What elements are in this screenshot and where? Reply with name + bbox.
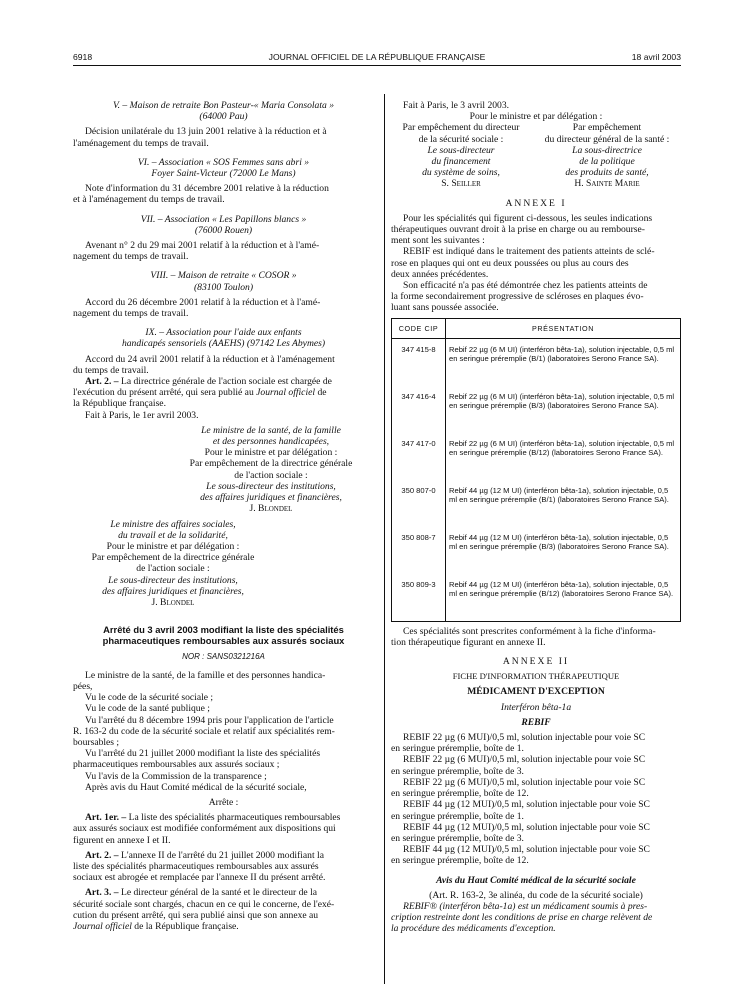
avis-title: Avis du Haut Comité médical de la sécurité sociale [436, 874, 636, 886]
presentation-cell: Rebif 22 µg (6 M UI) (interféron bêta-1a), solution injectable, 0,5 ml en seringue préremplie (B/3) (laboratoires Serono France SA). [446, 386, 681, 433]
cip-code: 350 807-0 [392, 480, 446, 527]
visa: Le ministre de la santé, de la famille et des personnes handica- [85, 669, 326, 681]
list-item: REBIF 22 µg (6 MUI)/0,5 ml, solution injectable pour voie SC [403, 732, 646, 744]
cip-code: 350 808-7 [392, 527, 446, 574]
product-name: REBIF [521, 716, 551, 728]
avis-text: la procédure des médicaments d'exception. [391, 923, 556, 935]
paragraph: rose en plaques qui ont eu deux poussées ou plus au cours des [391, 257, 629, 269]
paragraph: la forme secondairement progressive de scléroses en plaques évo- [391, 291, 644, 303]
paragraph: Accord du 24 avril 2001 relatif à la réduction et à l'aménagement [85, 353, 335, 365]
visa: Vu l'avis de la Commission de la transparence ; [85, 770, 267, 782]
signature-line: Par empêchement de la directrice générale [91, 552, 255, 564]
article-1: Art. 1er. – La liste des spécialités pharmaceutiques remboursables [85, 812, 341, 824]
section-place: (64000 Pau) [199, 111, 248, 123]
cip-code: 350 809-3 [392, 574, 446, 622]
signature-line: Par empêchement du directeur [402, 122, 520, 134]
article-3: Art. 3. – Le directeur général de la santé et le directeur de la [85, 887, 318, 899]
arrete-title: Arrêté du 3 avril 2003 modifiant la liste des spécialités [103, 624, 344, 636]
header-rule [73, 65, 681, 66]
signature-line: Par empêchement [572, 122, 642, 134]
signature-line: Par empêchement de la directrice générale [189, 458, 353, 470]
column-divider [384, 94, 385, 984]
visa: boursables ; [73, 736, 120, 748]
section-place: (76000 Rouen) [194, 224, 253, 236]
article-2: Art. 2. – L'annexe II de l'arrêté du 21 juillet 2000 modifiant la [85, 849, 324, 861]
signatory-name: J. Blondel [151, 596, 195, 608]
section-title: VIII. – Maison de retraite « COSOR » [150, 270, 297, 282]
signature-line: Le ministre de la santé, de la famille [201, 424, 341, 436]
signature-line: du financement [431, 156, 491, 168]
paragraph: Son efficacité n'a pas été démontrée chez les patients atteints de [403, 280, 648, 292]
paragraph: et à l'aménagement du temps de travail. [73, 194, 225, 206]
paragraph: sécurité sociale sont chargés, chacun en ce qui le concerne, de l'exé- [73, 898, 335, 910]
section-place: Foyer Saint-Victeur (72000 Le Mans) [151, 168, 296, 180]
section-place: (83100 Toulon) [193, 281, 254, 293]
table-row [392, 480, 681, 527]
table-row [392, 338, 681, 386]
presentation-table [391, 318, 681, 622]
fait-a-paris: Fait à Paris, le 1er avril 2003. [85, 409, 199, 421]
avis-text: REBIF® (interféron bêta-1a) est un médicament soumis à pres- [403, 900, 648, 912]
visa: pharmaceutiques remboursables aux assurés sociaux ; [73, 759, 280, 771]
paragraph: nagement du temps de travail. [73, 308, 189, 320]
medicament-exception-title: MÉDICAMENT D'EXCEPTION [467, 686, 605, 698]
paragraph: la République française. [73, 398, 166, 410]
paragraph: REBIF est indiqué dans le traitement des patients atteints de sclé- [403, 246, 655, 258]
paragraph: l'aménagement du temps de travail. [73, 137, 209, 149]
signature-block-left [391, 122, 531, 189]
signature-line: de la politique [579, 156, 635, 168]
signature-block-right [533, 122, 681, 189]
list-item: REBIF 22 µg (6 MUI)/0,5 ml, solution injectable pour voie SC [403, 754, 646, 766]
list-item: en seringue préremplie, boîte de 1. [391, 810, 524, 822]
cip-code: 347 417-0 [392, 433, 446, 480]
left-column [73, 100, 374, 932]
paragraph: luant sans poussée associée. [391, 302, 499, 314]
annexe-1-title: ANNEXE I [505, 197, 567, 209]
signature-block [73, 519, 273, 609]
signature-line: du directeur général de la santé : [544, 133, 670, 145]
signature-line: de l'action sociale : [136, 563, 210, 575]
page-number: 6918 [73, 52, 93, 62]
list-item: en seringue préremplie, boîte de 12. [391, 788, 529, 800]
signature-line: du système de soins, [422, 167, 500, 179]
paragraph: ment sont les suivantes : [391, 235, 485, 247]
paragraph: Pour les spécialités qui figurent ci-dessous, les seules indications [403, 212, 653, 224]
list-item: REBIF 22 µg (6 MUI)/0,5 ml, solution injectable pour voie SC [403, 776, 646, 788]
signature-line: Le ministre des affaires sociales, [110, 518, 236, 530]
signature-line: de la sécurité sociale : [418, 133, 504, 145]
list-item: REBIF 44 µg (12 MUI)/0,5 ml, solution injectable pour voie SC [403, 799, 650, 811]
list-item: REBIF 44 µg (12 MUI)/0,5 ml, solution injectable pour voie SC [403, 821, 650, 833]
signature-line: Le sous-directeur des institutions, [206, 480, 336, 492]
presentation-list [391, 732, 681, 866]
paragraph: Journal officiel de la République française. [73, 921, 239, 932]
annexe-2-title: ANNEXE II [502, 656, 570, 668]
paragraph: Avenant n° 2 du 29 mai 2001 relatif à la réduction et à l'amé- [85, 240, 320, 252]
page-header [73, 52, 681, 64]
table-row [392, 433, 681, 480]
presentation-cell: Rebif 22 µg (6 M UI) (interféron bêta-1a), solution injectable, 0,5 ml en seringue préremplie (B/12) (laboratoires Serono France SA). [446, 433, 681, 480]
table-row [392, 386, 681, 433]
paragraph: nagement du temps de travail. [73, 251, 189, 263]
issue-date: 18 avril 2003 [631, 52, 681, 62]
signature-line: et des personnes handicapées, [212, 436, 330, 448]
column-header: PRÉSENTATION [446, 318, 681, 338]
list-item: en seringue préremplie, boîte de 3. [391, 832, 524, 844]
visa: R. 163-2 du code de la sécurité sociale et relatif aux spécialités rem- [73, 725, 335, 737]
nor-reference: NOR : SANS0321216A [182, 651, 265, 661]
arrete-title: pharmaceutiques remboursables aux assurés sociaux [102, 635, 345, 647]
visa: Vu le code de la sécurité sociale ; [85, 692, 214, 704]
visa: Après avis du Haut Comité médical de la sécurité sociale, [85, 781, 307, 793]
signature-line: du travail et de la solidarité, [118, 529, 228, 541]
presentation-cell: Rebif 44 µg (12 M UI) (interféron bêta-1a), solution injectable, 0,5 ml en seringue préremplie (B/12) (laboratoires Serono France SA). [446, 574, 681, 622]
cip-code: 347 415-8 [392, 338, 446, 386]
paragraph: deux années précédentes. [391, 268, 489, 280]
section-title: VI. – Association « SOS Femmes sans abri » [137, 156, 310, 168]
list-item: REBIF 44 µg (12 MUI)/0,5 ml, solution injectable pour voie SC [403, 844, 650, 856]
dci-name: Interféron bêta-1a [500, 701, 572, 713]
section-title: handicapés sensoriels (AAEHS) (97142 Les Abymes) [121, 338, 326, 350]
fait-a-paris: Fait à Paris, le 3 avril 2003. [403, 100, 510, 111]
signature-line: Pour le ministre et par délégation : [469, 111, 603, 123]
paragraph: liste des spécialités pharmaceutiques remboursables aux assurés [73, 860, 319, 872]
article-2: Art. 2. – La directrice générale de l'action sociale est chargée de [85, 376, 332, 388]
section-title: IX. – Association pour l'aide aux enfants [145, 327, 302, 339]
paragraph: tion thérapeutique figurant en annexe II. [391, 636, 546, 648]
section-title: VII. – Association « Les Papillons blancs » [140, 213, 307, 225]
paragraph: du temps de travail. [73, 364, 149, 376]
signature-line: des affaires juridiques et financières, [200, 492, 342, 504]
paragraph: thérapeutiques ouvrant droit à la prise en charge ou au rembourse- [391, 224, 645, 236]
paragraph: Décision unilatérale du 13 juin 2001 relative à la réduction et à [85, 126, 327, 138]
presentation-cell: Rebif 22 µg (6 M UI) (interféron bêta-1a), solution injectable, 0,5 ml en seringue préremplie (B/1) (laboratoires Serono France SA). [446, 338, 681, 386]
journal-title: JOURNAL OFFICIEL DE LA RÉPUBLIQUE FRANÇAISE [268, 52, 486, 62]
signature-line: Pour le ministre et par délégation : [204, 447, 338, 459]
presentation-cell: Rebif 44 µg (12 M UI) (interféron bêta-1a), solution injectable, 0,5 ml en seringue préremplie (B/1) (laboratoires Serono France SA). [446, 480, 681, 527]
signature-line: La sous-directrice [572, 144, 642, 156]
paragraph: sociaux est abrogée et remplacée par l'annexe II du présent arrêté. [73, 872, 326, 884]
signature-line: Le sous-directeur des institutions, [108, 574, 238, 586]
visa: Vu l'arrêté du 21 juillet 2000 modifiant la liste des spécialités [85, 748, 321, 760]
signature-line: Pour le ministre et par délégation : [106, 540, 240, 552]
fiche-title: FICHE D'INFORMATION THÉRAPEUTIQUE [452, 671, 620, 682]
signature-block [168, 425, 374, 515]
paragraph: aux assurés sociaux est modifiée conformément aux dispositions qui [73, 823, 336, 835]
paragraph: l'exécution du présent arrêté, qui sera publié au Journal officiel de [73, 387, 327, 399]
visa: pées, [73, 680, 93, 692]
right-column [391, 100, 681, 935]
signatures-row [391, 122, 681, 189]
presentation-cell: Rebif 44 µg (12 M UI) (interféron bêta-1a), solution injectable, 0,5 ml en seringue préremplie (B/3) (laboratoires Serono France SA). [446, 527, 681, 574]
list-item: en seringue préremplie, boîte de 1. [391, 743, 524, 755]
paragraph: Accord du 26 décembre 2001 relatif à la réduction et à l'amé- [85, 296, 321, 308]
list-item: en seringue préremplie, boîte de 3. [391, 765, 524, 777]
visa: Vu le code de la santé publique ; [85, 703, 210, 715]
arrete-heading: Arrête : [208, 796, 239, 808]
signature-line: des produits de santé, [565, 167, 649, 179]
table-row [392, 574, 681, 622]
signature-line: Le sous-directeur [427, 144, 495, 156]
table-header-row [392, 318, 681, 338]
signature-line: de l'action sociale : [234, 469, 308, 481]
table-row [392, 527, 681, 574]
cip-code: 347 416-4 [392, 386, 446, 433]
signatory-name: H. Sainte Marie [574, 178, 640, 190]
paragraph: Note d'information du 31 décembre 2001 relative à la réduction [85, 183, 329, 195]
signatory-name: J. Blondel [249, 503, 293, 515]
column-header: CODE CIP [392, 318, 446, 338]
paragraph: Ces spécialités sont prescrites conformément à la fiche d'informa- [403, 625, 656, 637]
avis-text: cription restreinte dont les conditions de prise en charge relèvent de [391, 912, 653, 924]
paragraph: figurent en annexe I et II. [73, 834, 171, 846]
visa: Vu l'arrêté du 8 décembre 1994 pris pour l'application de l'article [85, 714, 334, 726]
signature-line: des affaires juridiques et financières, [102, 585, 244, 597]
paragraph: cution du présent arrêté, qui sera publié ainsi que son annexe au [73, 909, 319, 921]
list-item: en seringue préremplie, boîte de 12. [391, 855, 529, 867]
avis-reference: (Art. R. 163-2, 3e alinéa, du code de la sécurité sociale) [429, 889, 643, 901]
section-title: V. – Maison de retraite Bon Pasteur-« Maria Consolata » [113, 100, 334, 111]
signatory-name: S. Seiller [441, 178, 481, 190]
